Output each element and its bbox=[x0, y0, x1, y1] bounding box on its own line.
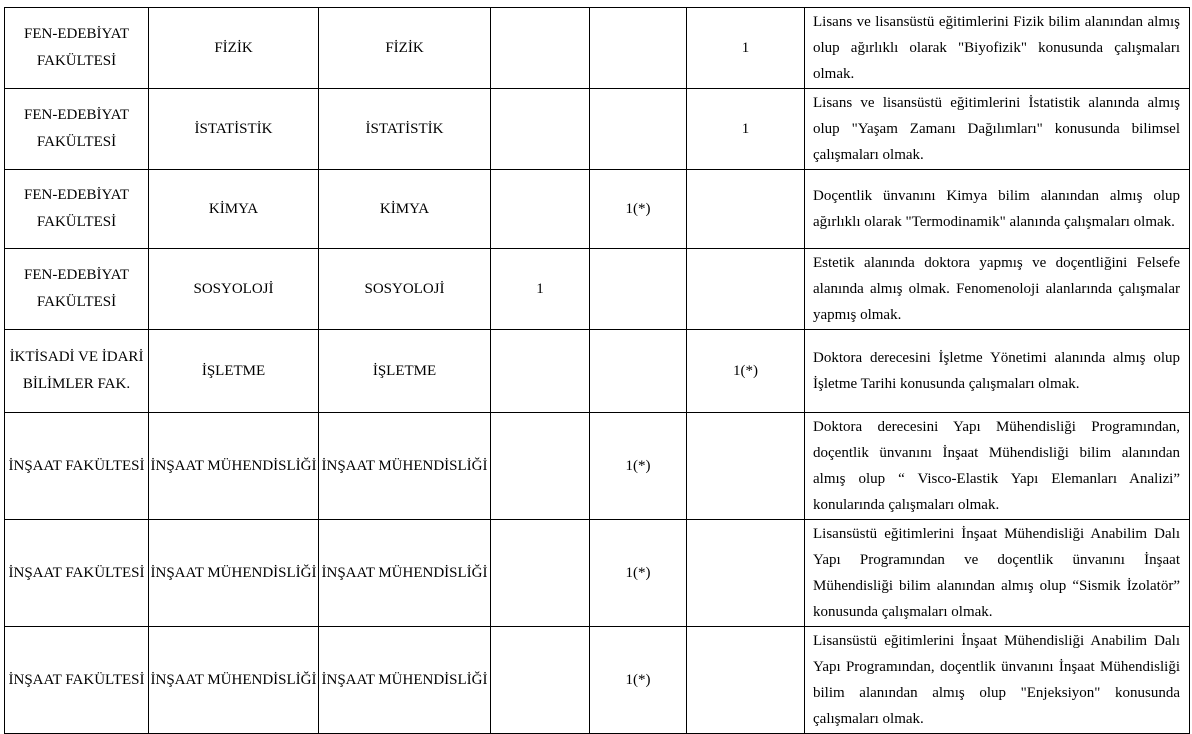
count-cell-c: 1 bbox=[687, 8, 805, 89]
description-cell: Lisans ve lisansüstü eğitimlerini Fizik bilim alanından almış olup ağırlıklı olarak "Biyofizik" konusunda çalışmaları olmak. bbox=[805, 8, 1190, 89]
program-cell: İNŞAAT MÜHENDİSLİĞİ bbox=[319, 520, 491, 627]
count-cell-a bbox=[491, 520, 590, 627]
department-cell: İŞLETME bbox=[149, 330, 319, 413]
count-cell-b: 1(*) bbox=[590, 413, 687, 520]
position-table bbox=[4, 7, 1190, 734]
count-cell-b bbox=[590, 89, 687, 170]
faculty-cell: İNŞAAT FAKÜLTESİ bbox=[5, 413, 149, 520]
table-row bbox=[5, 249, 1190, 330]
program-cell: İSTATİSTİK bbox=[319, 89, 491, 170]
department-cell: İNŞAAT MÜHENDİSLİĞİ bbox=[149, 413, 319, 520]
department-cell: SOSYOLOJİ bbox=[149, 249, 319, 330]
description-cell: Lisans ve lisansüstü eğitimlerini İstatistik alanında almış olup "Yaşam Zamanı Dağılımları" konusunda bilimsel çalışmaları olmak. bbox=[805, 89, 1190, 170]
count-cell-a bbox=[491, 627, 590, 734]
description-cell: Lisansüstü eğitimlerini İnşaat Mühendisliği Anabilim Dalı Yapı Programından ve doçentlik ünvanını İnşaat Mühendisliği bilim alanından almış olup “Sismik İzolatör” konusunda çalışmaları olmak. bbox=[805, 520, 1190, 627]
department-cell: İSTATİSTİK bbox=[149, 89, 319, 170]
table-row bbox=[5, 413, 1190, 520]
table-row bbox=[5, 520, 1190, 627]
count-cell-b: 1(*) bbox=[590, 170, 687, 249]
count-cell-b bbox=[590, 8, 687, 89]
count-cell-c bbox=[687, 170, 805, 249]
program-cell: İNŞAAT MÜHENDİSLİĞİ bbox=[319, 413, 491, 520]
faculty-cell: FEN-EDEBİYAT FAKÜLTESİ bbox=[5, 170, 149, 249]
program-cell: FİZİK bbox=[319, 8, 491, 89]
table-row bbox=[5, 89, 1190, 170]
count-cell-a: 1 bbox=[491, 249, 590, 330]
description-cell: Doktora derecesini İşletme Yönetimi alanında almış olup İşletme Tarihi konusunda çalışmaları olmak. bbox=[805, 330, 1190, 413]
description-cell: Doktora derecesini Yapı Mühendisliği Programından, doçentlik ünvanını İnşaat Mühendisliği bilim alanından almış olup “ Visco-Elastik Yapı Elemanları Analizi” konularında çalışmaları olmak. bbox=[805, 413, 1190, 520]
count-cell-a bbox=[491, 330, 590, 413]
table-row bbox=[5, 8, 1190, 89]
count-cell-b: 1(*) bbox=[590, 627, 687, 734]
program-cell: İNŞAAT MÜHENDİSLİĞİ bbox=[319, 627, 491, 734]
department-cell: FİZİK bbox=[149, 8, 319, 89]
faculty-cell: İNŞAAT FAKÜLTESİ bbox=[5, 627, 149, 734]
description-cell: Estetik alanında doktora yapmış ve doçentliğini Felsefe alanında almış olmak. Fenomenoloji alanlarında çalışmalar yapmış olmak. bbox=[805, 249, 1190, 330]
count-cell-b: 1(*) bbox=[590, 520, 687, 627]
faculty-cell: FEN-EDEBİYAT FAKÜLTESİ bbox=[5, 8, 149, 89]
program-cell: SOSYOLOJİ bbox=[319, 249, 491, 330]
department-cell: İNŞAAT MÜHENDİSLİĞİ bbox=[149, 520, 319, 627]
faculty-cell: İNŞAAT FAKÜLTESİ bbox=[5, 520, 149, 627]
count-cell-c bbox=[687, 413, 805, 520]
table-row bbox=[5, 330, 1190, 413]
count-cell-c bbox=[687, 627, 805, 734]
program-cell: KİMYA bbox=[319, 170, 491, 249]
description-cell: Doçentlik ünvanını Kimya bilim alanından almış olup ağırlıklı olarak "Termodinamik" alanında çalışmaları olmak. bbox=[805, 170, 1190, 249]
count-cell-a bbox=[491, 8, 590, 89]
count-cell-a bbox=[491, 89, 590, 170]
table-row bbox=[5, 627, 1190, 734]
faculty-cell: İKTİSADİ VE İDARİ BİLİMLER FAK. bbox=[5, 330, 149, 413]
faculty-cell: FEN-EDEBİYAT FAKÜLTESİ bbox=[5, 249, 149, 330]
description-cell: Lisansüstü eğitimlerini İnşaat Mühendisliği Anabilim Dalı Yapı Programından, doçentlik ünvanını İnşaat Mühendisliği bilim alanından almış olup "Enjeksiyon" konusunda çalışmaları olmak. bbox=[805, 627, 1190, 734]
department-cell: İNŞAAT MÜHENDİSLİĞİ bbox=[149, 627, 319, 734]
table-row bbox=[5, 170, 1190, 249]
count-cell-c: 1 bbox=[687, 89, 805, 170]
count-cell-c: 1(*) bbox=[687, 330, 805, 413]
count-cell-b bbox=[590, 249, 687, 330]
count-cell-c bbox=[687, 249, 805, 330]
department-cell: KİMYA bbox=[149, 170, 319, 249]
faculty-cell: FEN-EDEBİYAT FAKÜLTESİ bbox=[5, 89, 149, 170]
count-cell-a bbox=[491, 413, 590, 520]
count-cell-b bbox=[590, 330, 687, 413]
count-cell-c bbox=[687, 520, 805, 627]
count-cell-a bbox=[491, 170, 590, 249]
program-cell: İŞLETME bbox=[319, 330, 491, 413]
